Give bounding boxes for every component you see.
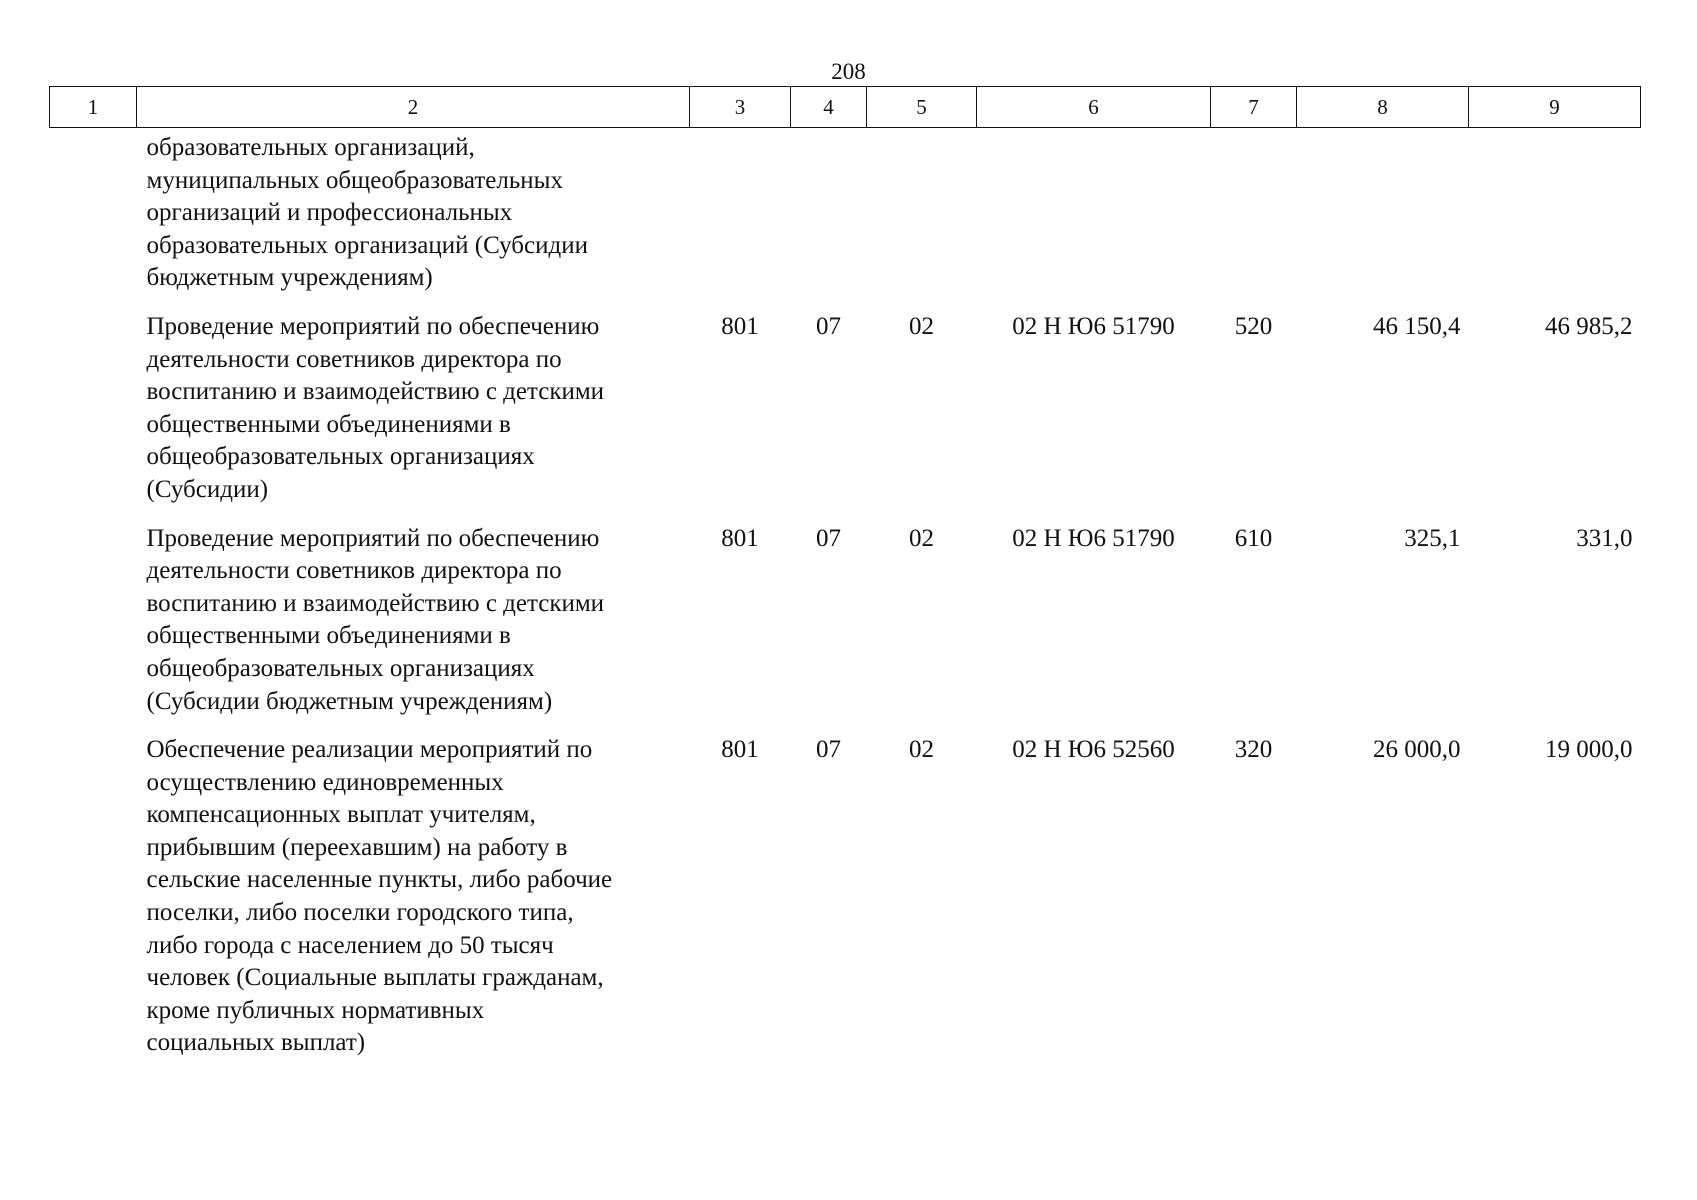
column-header-2: 2 [137,87,690,128]
row-amount-9: 331,0 [1576,524,1633,552]
row-code-4: 07 [816,736,841,764]
row-code-7 [1211,128,1297,311]
row-code-6 [977,128,1211,311]
row-code-3: 801 [721,312,759,340]
budget-table [49,86,1641,1076]
row-amount-8: 46 150,4 [1373,312,1461,340]
table-row [50,523,1641,735]
row-code-3: 801 [721,736,759,764]
row-spacer-cell [50,128,137,311]
row-code-5 [867,128,977,311]
column-header-4: 4 [791,87,867,128]
row-code-3: 801 [721,524,759,552]
row-code-4: 07 [816,524,841,552]
row-code-4 [791,128,867,311]
row-spacer-cell [50,523,137,735]
column-header-6: 6 [977,87,1211,128]
row-code-4: 07 [816,312,841,340]
row-spacer-cell [50,734,137,1076]
row-code-5: 02 [909,524,934,552]
table-row [50,734,1641,1076]
row-amount-8: 26 000,0 [1373,736,1461,764]
table-body [50,128,1641,1077]
column-header-5: 5 [867,87,977,128]
row-spacer-cell [50,311,137,523]
table-row [50,128,1641,311]
table-header [50,87,1641,128]
row-name: Проведение мероприятий по обеспечению деятельности советников директора по воспитанию и взаимодействию с детскими общественными объединениями в общеобразовательных организациях (Субсидии) [146,312,605,503]
row-code-5: 02 [909,312,934,340]
row-code-6: 02 Н Ю6 51790 [1012,312,1175,340]
row-name: образовательных организаций, муниципальных общеобразовательных организаций и профессиональных образовательных организаций (Субсидии бюджетным учреждениям) [146,134,588,292]
column-header-9: 9 [1469,87,1641,128]
row-code-3 [690,128,791,311]
column-header-7: 7 [1211,87,1297,128]
column-header-3: 3 [690,87,791,128]
row-amount-8 [1297,128,1469,311]
column-header-8: 8 [1297,87,1469,128]
row-amount-9: 46 985,2 [1545,312,1633,340]
row-code-7: 520 [1234,312,1273,340]
column-header-1: 1 [50,87,137,128]
page-number: 208 [831,59,866,84]
row-amount-9 [1469,128,1641,311]
header-row [50,87,1641,128]
table-row [50,311,1641,523]
row-code-6: 02 Н Ю6 51790 [1012,524,1175,552]
row-name: Проведение мероприятий по обеспечению деятельности советников директора по воспитанию и взаимодействию с детскими общественными объединениями в общеобразовательных организациях (Субсидии бюджетным учреждениям) [146,524,605,715]
row-code-7: 320 [1234,736,1273,764]
row-code-6: 02 Н Ю6 52560 [1012,736,1175,764]
row-code-7: 610 [1234,524,1273,552]
row-name: Обеспечение реализации мероприятий по осуществлению единовременных компенсационных выплат учителям, прибывшим (переехавшим) на работу в сельские населенные пункты, либо рабочие поселки, либо поселки городского типа, либо города с населением до 50 тысяч человек (Социальные выплаты гражданам, кроме публичных нормативных социальных выплат) [146,736,613,1057]
row-amount-9: 19 000,0 [1545,736,1633,764]
row-code-5: 02 [909,736,934,764]
row-amount-8: 325,1 [1404,524,1461,552]
